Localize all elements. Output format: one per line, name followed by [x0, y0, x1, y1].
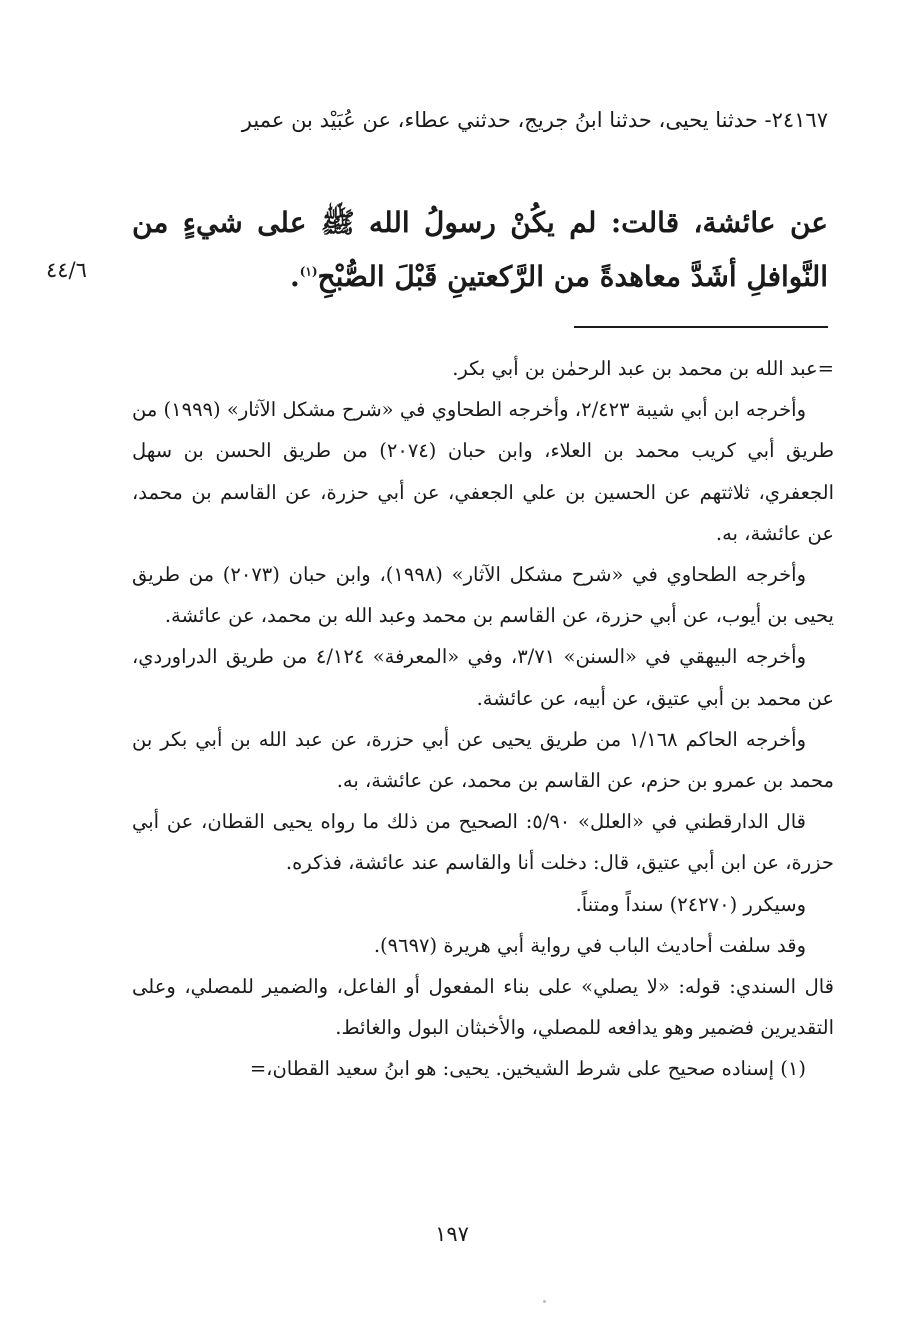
footnote-paragraph: =عبد الله بن محمد بن عبد الرحمٰن بن أبي بكر. — [452, 357, 834, 380]
footnote-paragraph: وأخرجه الطحاوي في «شرح مشكل الآثار» (١٩٩٨)، وابن حبان (٢٠٧٣) من طريق يحيى بن أيوب، عن أبي حزرة، عن القاسم بن محمد وعبد الله بن محمد، عن عائشة. — [132, 563, 834, 628]
footnote-paragraph: وأخرجه البيهقي في «السنن» ٣/٧١، وفي «المعرفة» ٤/١٢٤ من طريق الدراوردي، عن محمد بن أبي عتيق، عن أبيه، عن عائشة. — [132, 645, 834, 710]
hadith-matn — [132, 196, 828, 304]
footnote-paragraph: قال الدارقطني في «العلل» ٥/٩٠: الصحيح من ذلك ما رواه يحيى القطان، عن أبي حزرة، عن ابن أبي عتيق، قال: دخلت أنا والقاسم عند عائشة، فذكره. — [132, 810, 834, 875]
volume-page-reference: ٤٤/٦ — [46, 258, 87, 282]
footnote-paragraph: قال السندي: قوله: «لا يصلي» على بناء المفعول أو الفاعل، والضمير للمصلي، وعلى التقديرين فضمير وهو يدافعه للمصلي، والأخبثان البول والغائط. — [132, 975, 834, 1040]
hadith-matn-end: . — [289, 260, 300, 293]
footnote-paragraph: وأخرجه الحاكم ١/١٦٨ من طريق يحيى عن أبي حزرة، عن عبد الله بن أبي بكر بن محمد بن عمرو بن حزم، عن القاسم بن محمد، عن عائشة، به. — [132, 727, 834, 793]
hadith-matn-text: عن عائشة، قالت: لم يكُنْ رسولُ الله ﷺ على شيءٍ من النَّوافلِ أشَدَّ معاهدةً من الرَّكعتينِ قَبْلَ الصُّبْحِ — [132, 206, 828, 293]
hadith-isnad: ٢٤١٦٧- حدثنا يحيى، حدثنا ابنُ جريج، حدثني عطاء، عن عُبَيْد بن عمير — [241, 108, 828, 132]
scan-speck — [543, 1300, 546, 1303]
footnote-paragraph: وأخرجه ابن أبي شيبة ٢/٤٢٣، وأخرجه الطحاوي في «شرح مشكل الآثار» (١٩٩٩) من طريق أبي كريب محمد بن العلاء، وابن حبان (٢٠٧٤) من طريق الحسن بن سهل الجعفري، ثلاثتهم عن الحسين بن علي الجعفي، عن أبي حزرة، عن القاسم بن محمد، عن عائشة، به. — [132, 398, 834, 545]
footnotes-section — [132, 348, 834, 1090]
footnote-paragraph: (١) إسناده صحيح على شرط الشيخين. يحيى: هو ابنُ سعيد القطان،= — [249, 1057, 806, 1081]
footnote-paragraph: وقد سلفت أحاديث الباب في رواية أبي هريرة (٩٦٩٧). — [373, 933, 806, 957]
footnote-marker: (١) — [299, 264, 318, 279]
page-number: ١٩٧ — [435, 1222, 469, 1246]
footnote-separator — [574, 326, 828, 328]
footnote-paragraph: وسيكرر (٢٤٢٧٠) سنداً ومتناً. — [575, 892, 806, 916]
